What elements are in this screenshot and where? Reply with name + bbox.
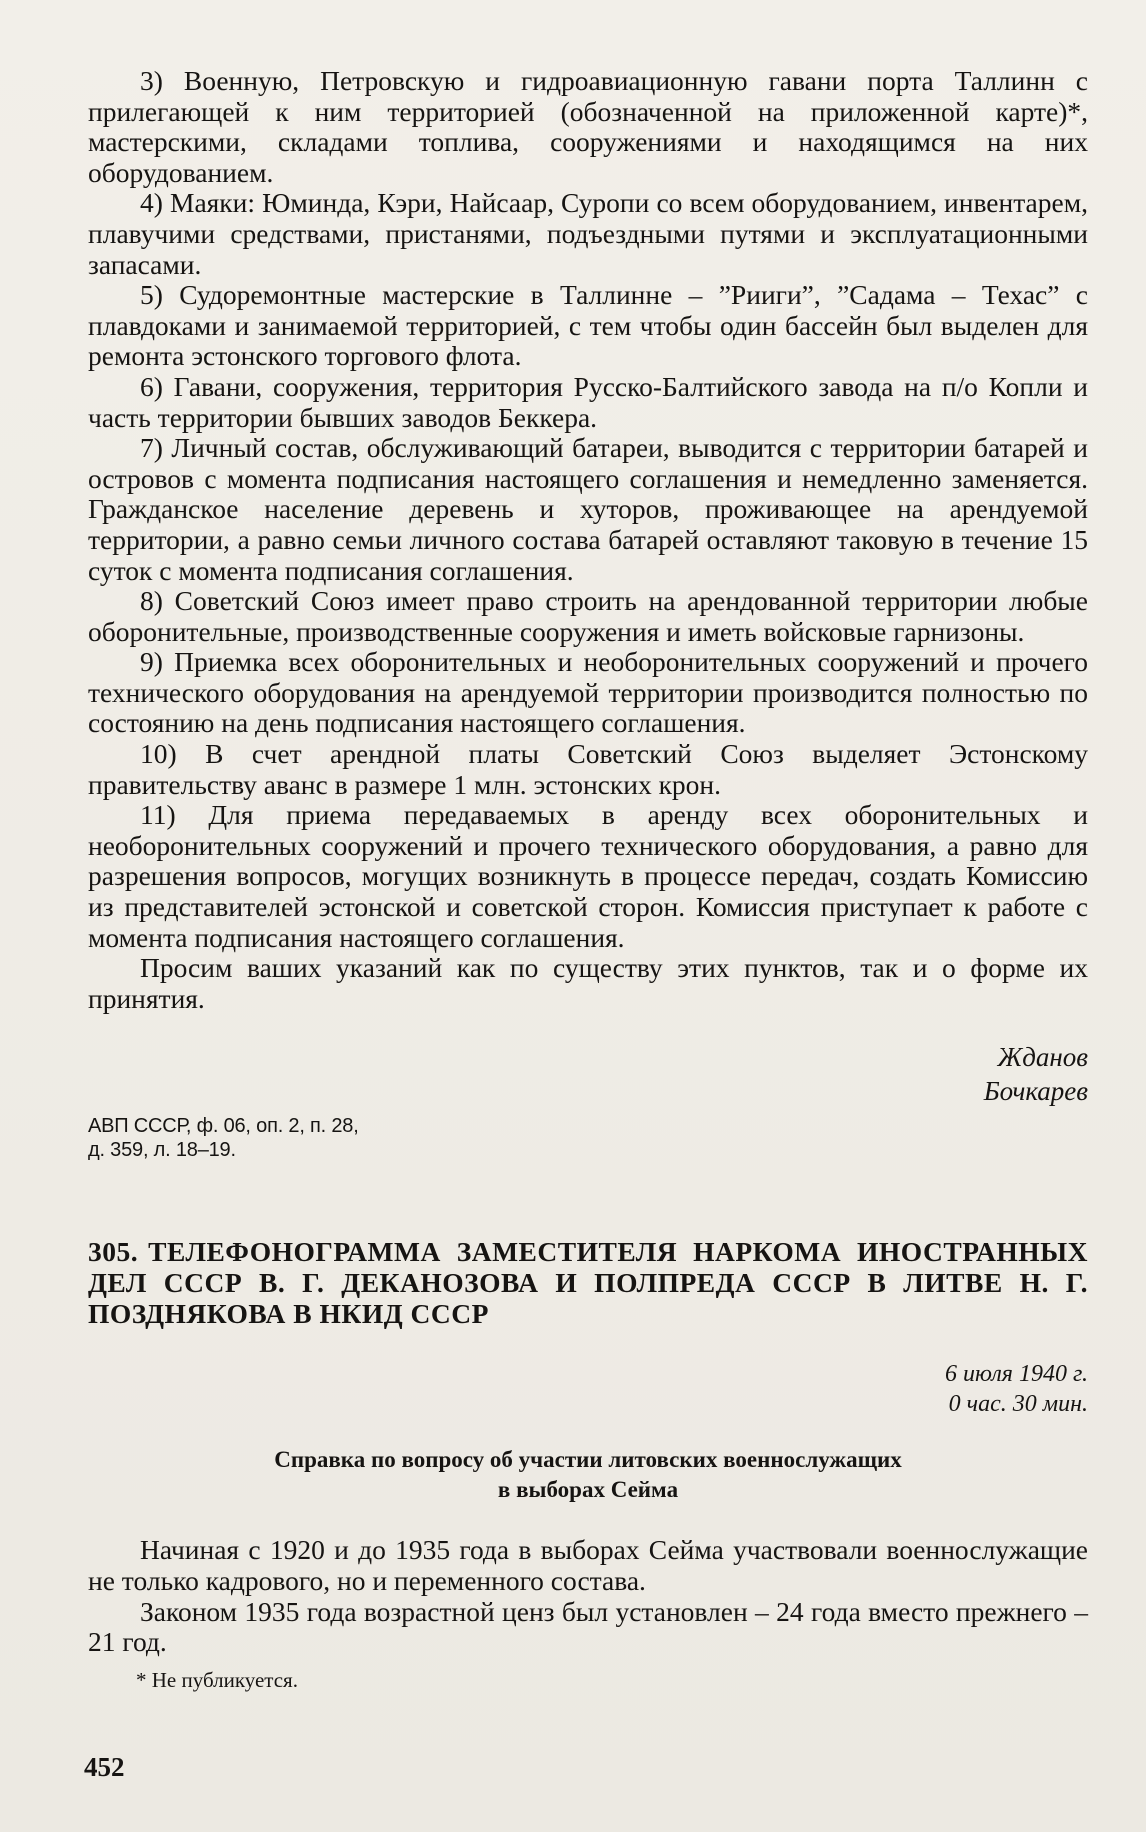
paragraph-item-5: 5) Судоремонтные мастерские в Таллинне – ”Рииги”, ”Садама – Техас” с плавдоками и занимаемой территорией, с тем чтобы один бассейн был выделен для ремонта эстонского торгового флота.: [88, 279, 1088, 372]
document-subtitle: [88, 1445, 1088, 1505]
doc-paragraph: Начиная с 1920 и до 1935 года в выборах Сейма участвовали военнослужащие не только кадрового, но и переменного состава.: [88, 1534, 1088, 1596]
signature-block: [88, 1040, 1088, 1108]
document-title: ТЕЛЕФОНОГРАММА ЗАМЕСТИТЕЛЯ НАРКОМА ИНОСТРАННЫХ ДЕЛ СССР В. Г. ДЕКАНОЗОВА И ПОЛПРЕДА СССР В ЛИТВЕ Н. Г. ПОЗДНЯКОВА В НКИД СССР: [88, 1236, 1088, 1330]
subtitle-line: Справка по вопросу об участии литовских военнослужащих: [274, 1447, 902, 1473]
paragraph-item-6: 6) Гавани, сооружения, территория Русско-Балтийского завода на п/о Копли и часть территории бывших заводов Беккера.: [88, 370, 1088, 433]
paragraph-item-3: 3) Военную, Петровскую и гидроавиационную гавани порта Таллинн с прилегающей к ним территорией (обозначенной на приложенной карте)*, мастерскими, складами топлива, сооружениями и находящимся на них оборудованием.: [88, 65, 1088, 188]
paragraph-item-4: 4) Маяки: Юминда, Кэри, Найсаар, Суропи со всем оборудованием, инвентарем, плавучими средствами, пристанями, подъездными путями и эксплуатационными запасами.: [88, 187, 1088, 280]
paragraph-item-8: 8) Советский Союз имеет право строить на арендованной территории любые оборонительные, производственные сооружения и иметь войсковые гарнизоны.: [88, 585, 1088, 647]
time-line: 0 час. 30 мин.: [948, 1391, 1088, 1418]
page-column: [88, 66, 1088, 1693]
archive-reference: [88, 1114, 1088, 1162]
paragraph-item-10: 10) В счет арендной платы Советский Союз выделяет Эстонскому правительству аванс в размере 1 млн. эстонских крон.: [88, 738, 1088, 800]
paragraph-request: Просим ваших указаний как по существу этих пунктов, так и о форме их принятия.: [88, 952, 1088, 1014]
document-number: 305.: [88, 1236, 139, 1268]
page-number: 452: [84, 1752, 125, 1782]
paragraph-item-7: 7) Личный состав, обслуживающий батареи, выводится с территории батарей и островов с момента подписания настоящего соглашения и немедленно заменяется. Гражданское население деревень и хуторов, проживающее на арендуемой территории, а равно семьи личного состава батарей оставляют таковую в течение 15 суток с момента подписания соглашения.: [88, 432, 1088, 586]
archive-line: д. 359, л. 18–19.: [88, 1139, 236, 1162]
signature-bochkarev: Бочкарев: [983, 1076, 1088, 1107]
date-line: 6 июля 1940 г.: [945, 1361, 1088, 1388]
footnote: * Не публикуется.: [136, 1667, 298, 1692]
subtitle-line: в выборах Сейма: [497, 1477, 679, 1503]
doc-paragraph: Законом 1935 года возрастной ценз был установлен – 24 года вместо прежнего – 21 год.: [88, 1595, 1088, 1658]
archive-line: АВП СССР, ф. 06, оп. 2, п. 28,: [88, 1115, 359, 1138]
paragraph-item-9: 9) Приемка всех оборонительных и необоронительных сооружений и прочего технического оборудования на арендуемой территории производится полностью по состоянию на день подписания настоящего соглашения.: [88, 646, 1088, 739]
signature-zhdanov: Жданов: [997, 1042, 1088, 1073]
document-heading: [88, 1236, 1088, 1329]
document-date: [88, 1359, 1088, 1419]
paragraph-item-11: 11) Для приема передаваемых в аренду всех оборонительных и необоронительных сооружений и прочего технического оборудования, а равно для разрешения вопросов, могущих возникнуть в процессе передач, создать Комиссию из представителей эстонской и советской сторон. Комиссия приступает к работе с момента подписания настоящего соглашения.: [88, 799, 1088, 953]
